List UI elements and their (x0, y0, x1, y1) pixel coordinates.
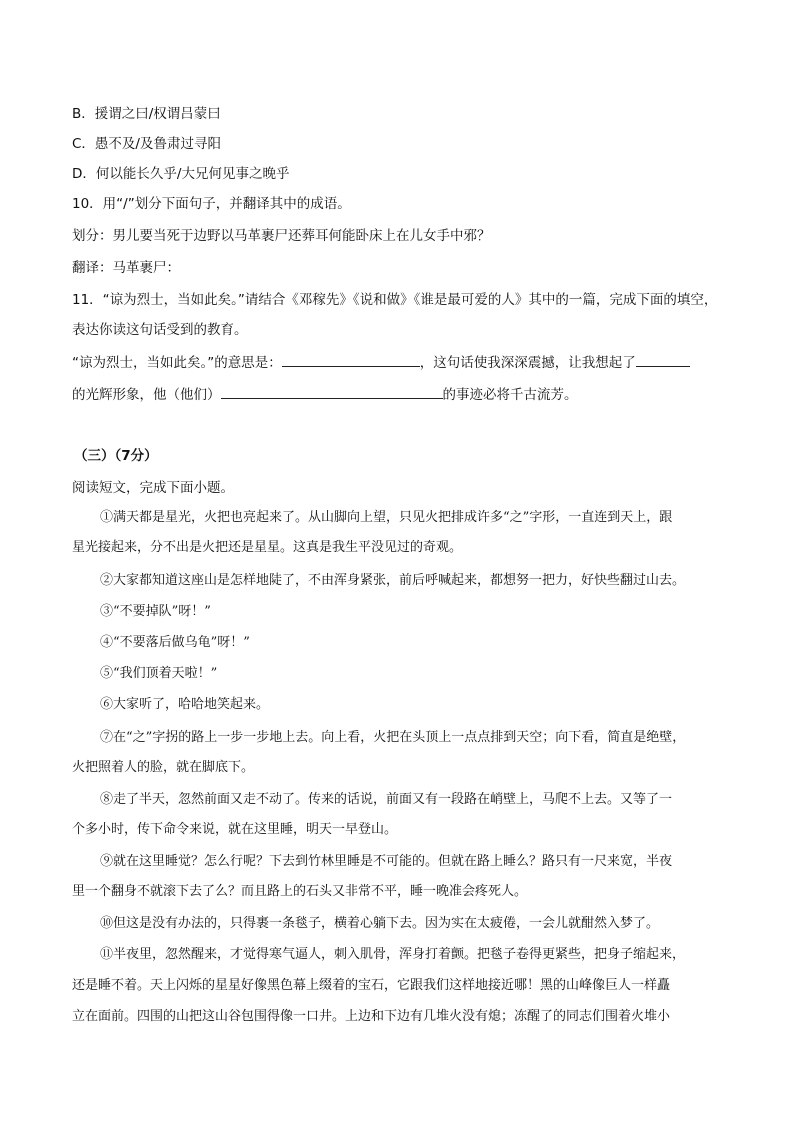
question-10-stem: 10．用“/”划分下面句子，并翻译其中的成语。 (72, 196, 351, 212)
passage-p10: ⑩但这是没有办法的，只得裹一条毯子，横着心躺下去。因为实在太疲倦，一会儿就酣然入梦了。 (100, 916, 660, 931)
fill-text-b: ，这句话使我深深震撼，让我想起了 (419, 355, 636, 371)
passage-p11-line2: 还是睡不着。天上闪烁的星星好像黑色幕上缀着的宝石，它跟我们这样地接近哪！黑的山峰像巨人一样矗 (72, 978, 671, 993)
passage-p4: ④“不要落后做乌龟”呀！” (100, 635, 250, 650)
answer-blank-3[interactable] (221, 384, 443, 399)
passage-p6: ⑥大家听了，哈哈地笑起来。 (100, 697, 270, 712)
fill-text-c: 的光辉形象，他（他们） (72, 387, 221, 403)
passage-p11-line1: ⑪半夜里，忽然醒来，才觉得寒气逼人，刺入肌骨，浑身打着颤。把毯子卷得更紧些，把身子缩起来， (100, 947, 686, 962)
section-3-title: （三）（7分） (74, 448, 158, 464)
passage-p7-line1: ⑦在“之”字拐的路上一步一步地上去。向上看，火把在头顶上一点点排到天空；向下看，简直是绝壁， (100, 730, 686, 745)
option-c: C．愚不及/及鲁肃过寻阳 (72, 136, 221, 152)
question-11-fill-line-2 (72, 384, 722, 405)
passage-p8-line1: ⑧走了半天，忽然前面又走不动了。传来的话说，前面又有一段路在峭壁上，马爬不上去。又等了一 (100, 792, 673, 807)
passage-p5: ⑤“我们顶着天啦！” (100, 666, 218, 681)
question-10-translate: 翻译：马革裹尸： (72, 260, 180, 276)
passage-p7-line2: 火把照着人的脸，就在脚底下。 (72, 760, 255, 775)
fill-text-d: 的事迹必将千古流芳。 (442, 387, 578, 403)
passage-p3: ③“不要掉队”呀！” (100, 604, 211, 619)
passage-p1-line1: ①满天都是星光，火把也亮起来了。从山脚向上望，只见火把排成许多“之”字形，一直连到天上，跟 (100, 510, 673, 525)
passage-p8-line2: 个多小时，传下命令来说，就在这里睡，明天一早登山。 (72, 822, 398, 837)
passage-p1-line2: 星光接起来，分不出是火把还是星星。这真是我生平没见过的奇观。 (72, 540, 463, 555)
passage-p2: ②大家都知道这座山是怎样地陡了，不由浑身紧张，前后呼喊起来，都想努一把力，好快些翻过山去。 (100, 573, 686, 588)
option-d: D．何以能长久乎/大兄何见事之晚乎 (72, 166, 290, 182)
question-11-fill-line-1 (72, 352, 722, 373)
question-10-divide: 划分：男儿要当死于边野以马革裹尸还葬耳何能卧床上在儿女手中邪？ (72, 228, 491, 244)
passage-p9-line1: ⑨就在这里睡觉？怎么行呢？下去到竹林里睡是不可能的。但就在路上睡么？路只有一尺来宽，半夜 (100, 854, 673, 869)
question-11-stem-2: 表达你读这句话受到的教育。 (72, 322, 248, 338)
question-11-stem-1: 11．“谅为烈士，当如此矣。”请结合《邓稼先》《说和做》《谁是最可爱的人》其中的一篇，完成下面的填空， (72, 292, 718, 308)
fill-text-a: “谅为烈士，当如此矣。”的意思是： (72, 355, 282, 371)
option-b: B．援谓之曰/权谓吕蒙曰 (72, 106, 221, 122)
passage-p11-line3: 立在面前。四围的山把这山谷包围得像一口井。上边和下边有几堆火没有熄；冻醒了的同志们围着火堆小 (72, 1009, 671, 1024)
answer-blank-2[interactable] (636, 352, 690, 367)
passage-p9-line2: 里一个翻身不就滚下去了么？而且路上的石头又非常不平，睡一晚准会疼死人。 (72, 884, 528, 899)
answer-blank-1[interactable] (282, 352, 420, 367)
section-3-intro: 阅读短文，完成下面小题。 (72, 480, 234, 496)
